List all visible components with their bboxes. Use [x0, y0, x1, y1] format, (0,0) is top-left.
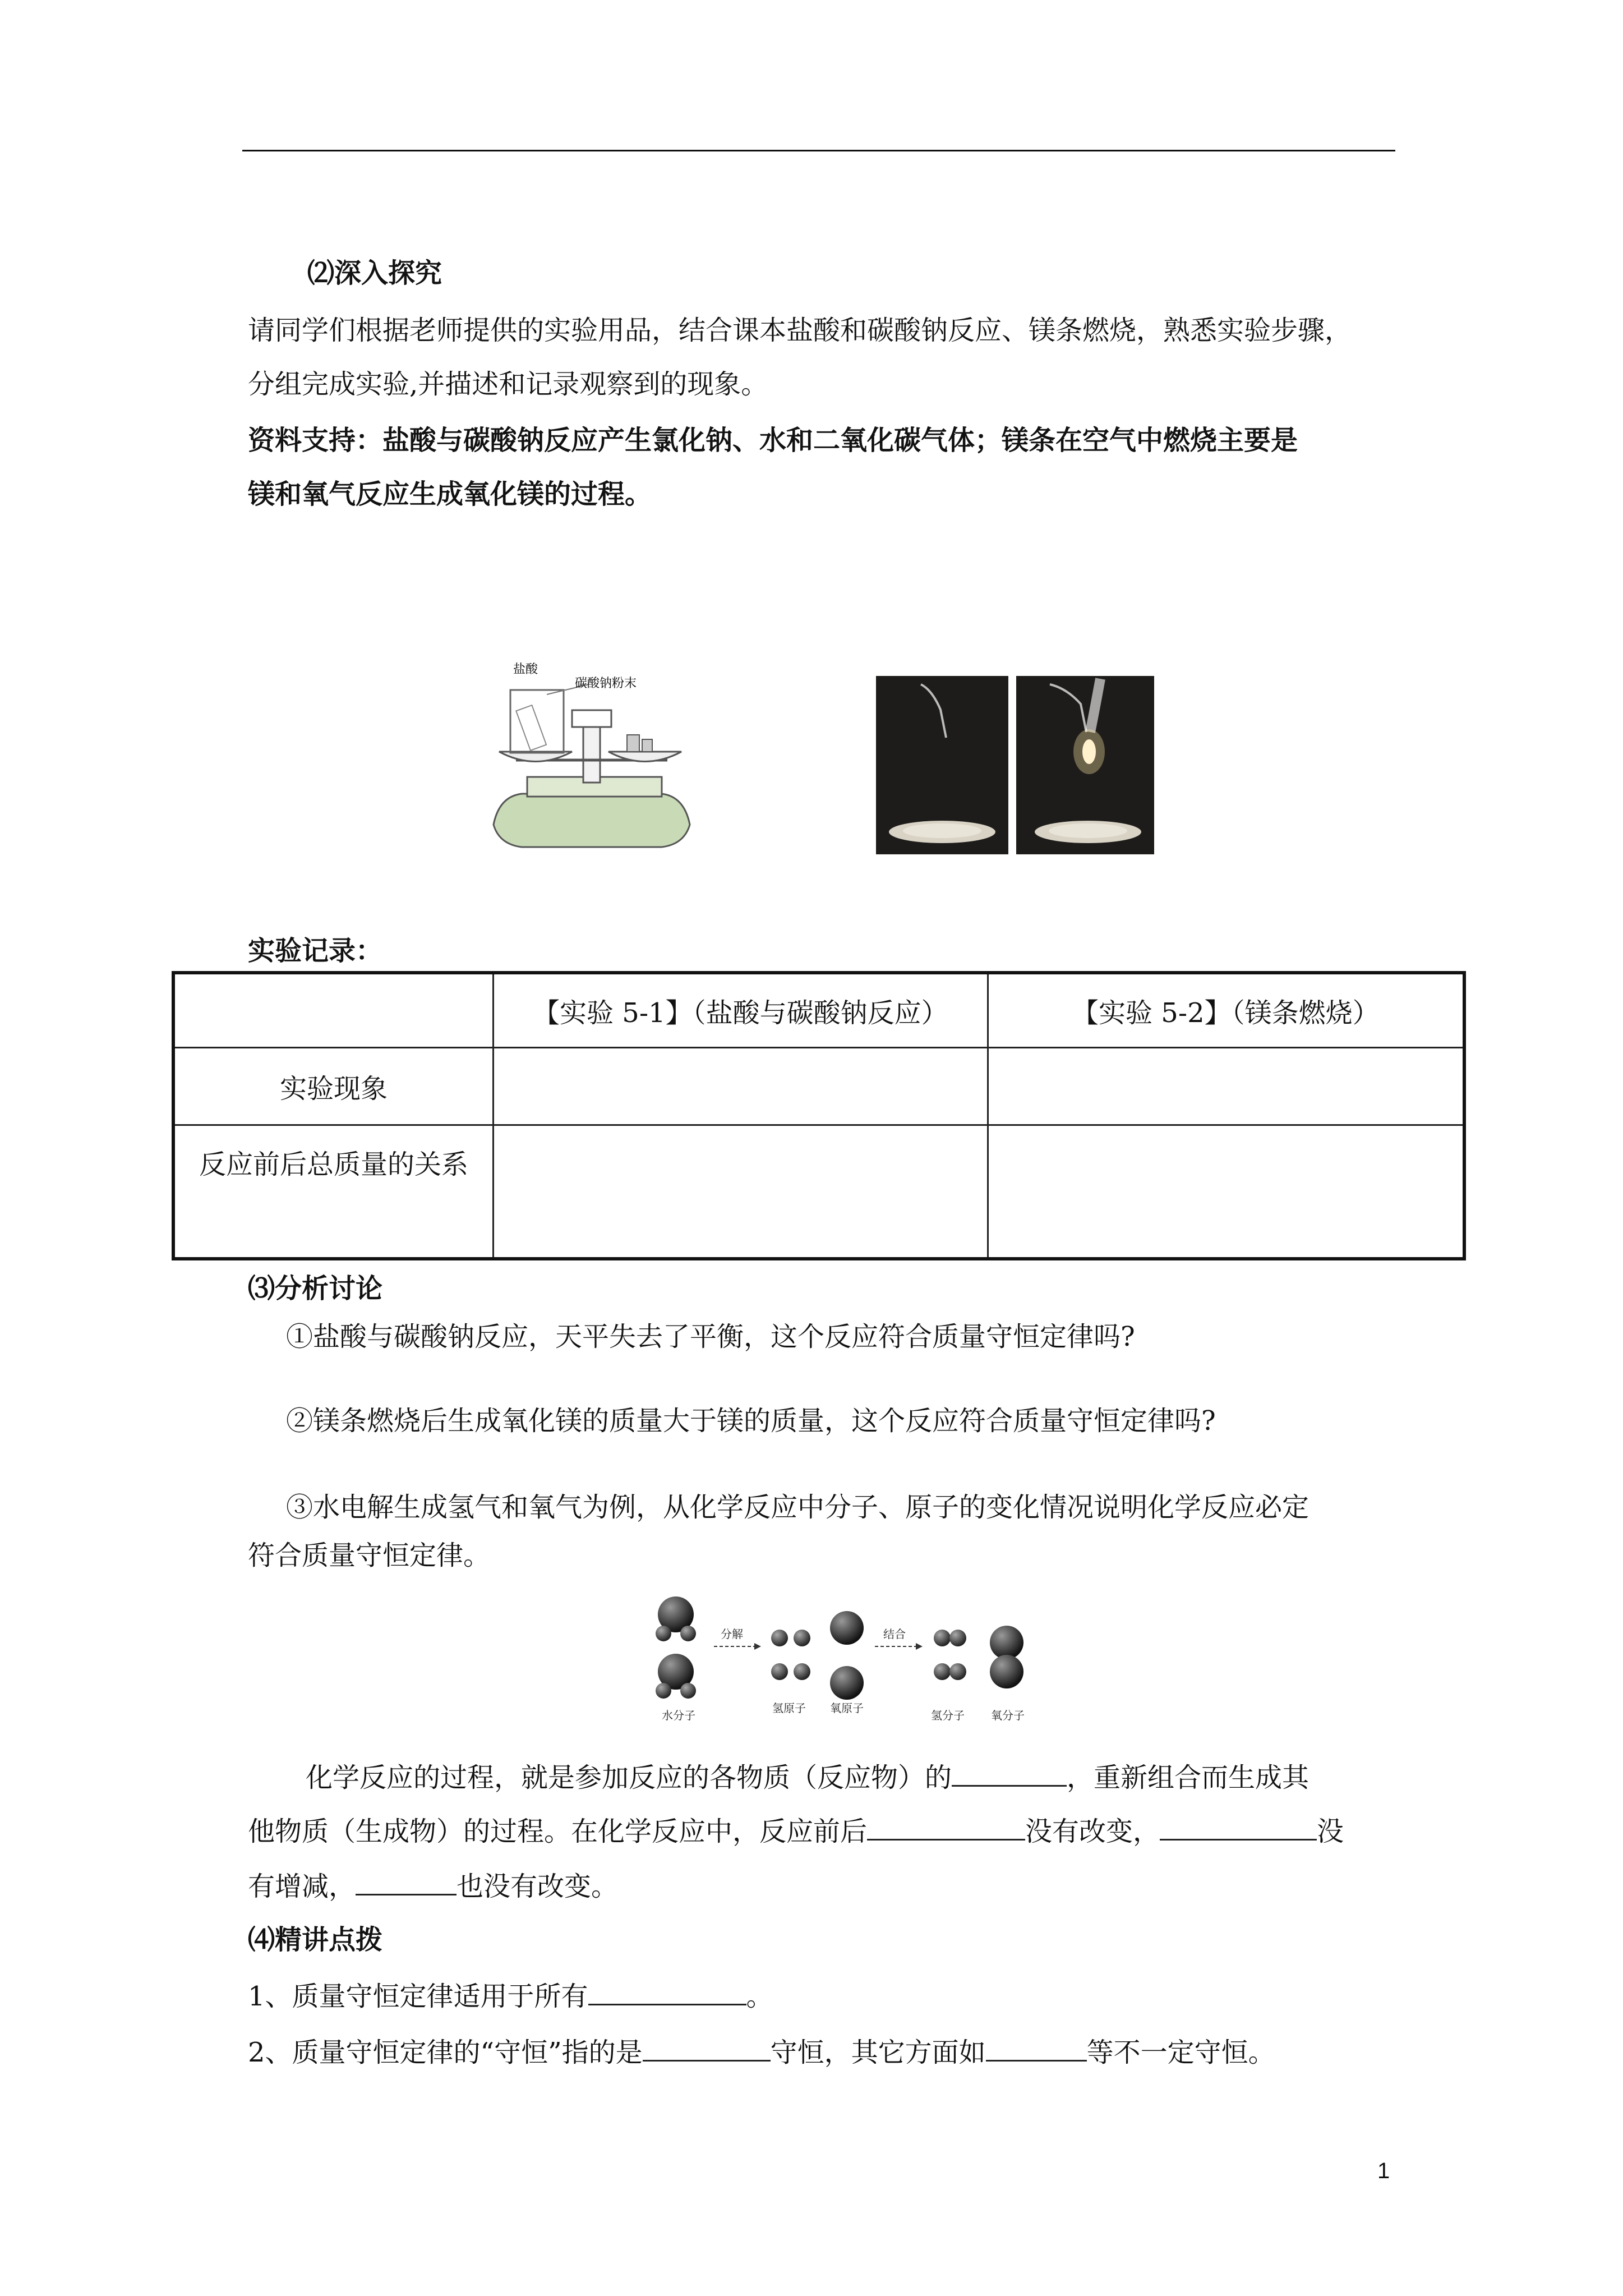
caption-hydrogen-atom: 氢原子 [772, 1701, 806, 1715]
reference-support-line-1: 资料支持：盐酸与碳酸钠反应产生氯化钠、水和二氧化碳气体；镁条在空气中燃烧主要是 [248, 425, 1298, 456]
discussion-question-3-line-1: ③水电解生成氢气和氧气为例，从化学反应中分子、原子的变化情况说明化学反应必定 [286, 1492, 1310, 1523]
reference-support-line-2: 镁和氧气反应生成氧化镁的过程。 [248, 478, 652, 510]
caption-hydrogen-molecule: 氢分子 [931, 1709, 965, 1722]
fill-blank-5[interactable] [588, 1981, 746, 2005]
water-electrolysis-diagram [648, 1588, 1040, 1730]
instruction-line-2: 分组完成实验,并描述和记录观察到的现象。 [248, 369, 768, 400]
point-text: 2、质量守恒定律的“守恒”指的是 [248, 2037, 643, 2068]
fill-text: 没 [1317, 1816, 1344, 1847]
key-point-2 [248, 2037, 1275, 2069]
magnesium-photo-burning [1016, 676, 1154, 854]
answer-cell-5-1-phenomenon[interactable] [493, 1048, 988, 1125]
record-title: 实验记录： [248, 935, 383, 967]
caption-oxygen-atom: 氧原子 [830, 1701, 864, 1715]
header-rule [242, 150, 1395, 151]
point-text: 守恒，其它方面如 [770, 2037, 986, 2068]
fill-text: 有增减， [248, 1871, 356, 1902]
answer-cell-5-1-mass[interactable] [493, 1125, 988, 1259]
fill-blank-7[interactable] [986, 2037, 1087, 2062]
label-acid: 盐酸 [513, 662, 538, 677]
fill-paragraph-line-2 [248, 1816, 1344, 1848]
discussion-question-3-line-2: 符合质量守恒定律。 [248, 1540, 491, 1571]
page-number: 1 [1377, 2159, 1390, 2183]
experiment-record-table [172, 971, 1466, 1260]
fill-blank-4[interactable] [356, 1871, 457, 1895]
section-heading-discussion: ⑶分析讨论 [248, 1273, 383, 1304]
fill-paragraph-line-1 [306, 1762, 1309, 1795]
arrow-label-decompose: 分解 [721, 1627, 743, 1641]
point-text: 1、质量守恒定律适用于所有 [248, 1981, 588, 2012]
table-row [173, 973, 1464, 1048]
discussion-question-1: ①盐酸与碳酸钠反应，天平失去了平衡，这个反应符合质量守恒定律吗? [286, 1321, 1135, 1352]
caption-water-molecule: 水分子 [662, 1709, 695, 1722]
instruction-line-1: 请同学们根据老师提供的实验用品，结合课本盐酸和碳酸钠反应、镁条燃烧，熟悉实验步骤， [248, 315, 1352, 346]
balance-experiment-figure [482, 656, 701, 854]
fill-text: 他物质（生成物）的过程。在化学反应中，反应前后 [248, 1816, 868, 1847]
fill-text: 没有改变， [1025, 1816, 1160, 1847]
row-header-phenomenon: 实验现象 [173, 1048, 493, 1125]
fill-text: 也没有改变。 [457, 1871, 619, 1902]
fill-blank-3[interactable] [1160, 1816, 1317, 1841]
point-text: 。 [746, 1981, 773, 2012]
answer-cell-5-2-phenomenon[interactable] [988, 1048, 1464, 1125]
key-point-1 [248, 1981, 773, 2013]
table-corner-cell [173, 973, 493, 1048]
fill-blank-1[interactable] [952, 1763, 1067, 1787]
fill-blank-6[interactable] [643, 2037, 771, 2062]
column-header-exp-5-2: 【实验 5-2】（镁条燃烧） [988, 973, 1464, 1048]
fill-blank-2[interactable] [867, 1816, 1025, 1841]
fill-text: 化学反应的过程，就是参加反应的各物质（反应物）的 [306, 1762, 952, 1793]
answer-cell-5-2-mass[interactable] [988, 1125, 1464, 1259]
discussion-question-2: ②镁条燃烧后生成氧化镁的质量大于镁的质量，这个反应符合质量守恒定律吗? [286, 1405, 1216, 1437]
row-header-mass-relation: 反应前后总质量的关系 [173, 1125, 493, 1259]
table-row [173, 1048, 1464, 1125]
label-powder: 碳酸钠粉末 [575, 677, 637, 691]
magnesium-photo-before [876, 676, 1008, 854]
arrow-label-combine: 结合 [883, 1627, 906, 1641]
section-heading-key-points: ⑷精讲点拨 [248, 1924, 383, 1955]
table-row [173, 1125, 1464, 1259]
fill-paragraph-line-3 [248, 1871, 618, 1903]
column-header-exp-5-1: 【实验 5-1】（盐酸与碳酸钠反应） [493, 973, 988, 1048]
point-text: 等不一定守恒。 [1086, 2037, 1275, 2068]
caption-oxygen-molecule: 氧分子 [991, 1709, 1025, 1722]
fill-text: ，重新组合而生成其 [1067, 1762, 1310, 1793]
section-heading-deep-inquiry: ⑵深入探究 [307, 257, 442, 289]
